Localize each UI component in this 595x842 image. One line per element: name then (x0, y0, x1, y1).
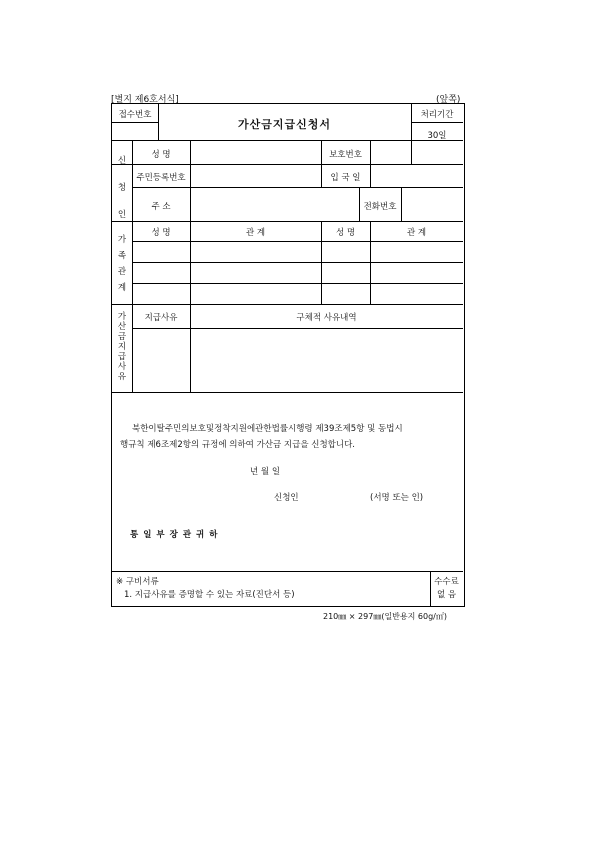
family-relation-header-2: 관 계 (406, 228, 427, 238)
reception-number-label: 접수번호 (118, 110, 152, 120)
applicant-section-label: 신청인 (117, 156, 127, 220)
row-line (132, 187, 463, 188)
application-date: 년 월 일 (250, 467, 281, 477)
payment-reason-header: 지급사유 (144, 313, 178, 323)
address-label: 주 소 (151, 202, 171, 212)
processing-period-label: 처리기간 (420, 110, 454, 120)
form-number: [별지 제6호서식] (111, 95, 179, 105)
reason-detail-header: 구체적 사유내역 (296, 313, 357, 323)
row-line (112, 122, 158, 123)
family-name-header-2: 성 명 (335, 228, 356, 238)
name-label: 성 명 (151, 150, 171, 160)
form-title: 가산금지급신청서 (237, 118, 331, 131)
required-document-item: 1. 지급사유를 증명할 수 있는 자료(진단서 등) (124, 590, 295, 600)
page-side: (앞쪽) (436, 95, 461, 105)
row-line (112, 571, 463, 572)
paper-spec: 210㎜ × 297㎜(일반용지 60g/㎡) (323, 612, 447, 621)
entry-date-label: 입 국 일 (330, 173, 361, 183)
row-line (132, 283, 463, 284)
protection-number-label: 보호번호 (329, 150, 362, 160)
col-line (401, 187, 402, 221)
application-form (111, 103, 465, 607)
family-relation-header-1: 관 계 (245, 228, 266, 238)
resident-number-label: 주민등록번호 (136, 173, 186, 183)
reason-section-label: 가산금지급사유 (117, 312, 127, 382)
fee-value: 없 음 (436, 590, 457, 600)
recipient: 통일부장관귀하 (130, 530, 223, 540)
statement-line-2: 행규칙 제6조제2항의 규정에 의하여 가산금 지급을 신청합니다. (120, 440, 356, 450)
col-line (190, 140, 191, 221)
signature-note: (서명 또는 인) (370, 493, 424, 503)
row-line (112, 164, 463, 165)
col-line (370, 140, 371, 187)
applicant-signature-label: 신청인 (274, 493, 299, 503)
row-line (132, 241, 463, 242)
row-line (132, 328, 463, 329)
family-name-header-1: 성 명 (151, 228, 171, 238)
processing-period-value: 30일 (427, 131, 447, 141)
statement-line-1: 북한이탈주민의보호및정착지원에관한법률시행령 제39조제5항 및 동법시 (132, 424, 403, 434)
row-line (411, 122, 463, 123)
row-line (112, 392, 463, 393)
phone-label: 전화번호 (363, 202, 397, 212)
required-documents-title: ※ 구비서류 (116, 577, 159, 587)
family-section-label: 가족관계 (117, 235, 127, 293)
fee-label: 수수료 (434, 577, 459, 587)
row-line (112, 221, 463, 222)
row-line (132, 262, 463, 263)
row-line (112, 304, 463, 305)
